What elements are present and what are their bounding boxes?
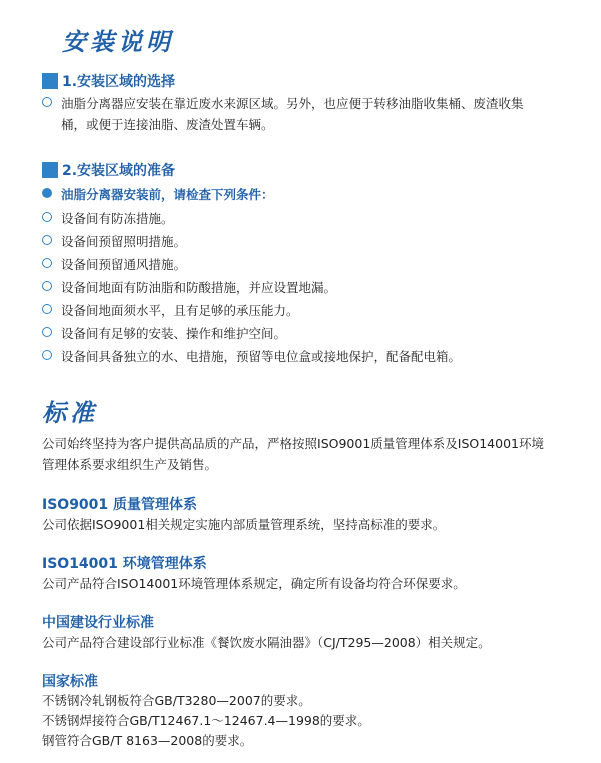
standards-intro-line1: 公司始终坚持为客户提供高品质的产品，严格按照ISO9001质量管理体系及ISO14001环境 xyxy=(42,436,544,451)
national-standard-title: 国家标准 xyxy=(42,674,98,690)
list-item: 设备间预留照明措施。 xyxy=(42,231,592,254)
filled-bullet-icon xyxy=(42,188,52,198)
section-2-header xyxy=(42,160,175,180)
section-1-item-line2: 桶，或便于连接油脂、废渣处置车辆。 xyxy=(61,117,274,132)
china-standard-text: 公司产品符合建设部行业标准《餐饮废水隔油器》（CJ/T295—2008）相关规定。 xyxy=(42,635,491,650)
national-standard-line: 不锈钢冷轧钢板符合GB/T3280—2007的要求。 xyxy=(42,693,311,708)
section-1-title: 1.安装区域的选择 xyxy=(62,74,176,90)
national-standard-line: 钢管符合GB/T 8163—2008的要求。 xyxy=(42,733,253,748)
standards-intro xyxy=(42,433,597,475)
list-item: 设备间地面有防油脂和防酸措施，并应设置地漏。 xyxy=(42,277,592,300)
china-standard-title: 中国建设行业标准 xyxy=(42,615,154,631)
national-standard-list xyxy=(42,691,370,751)
section-2-lead xyxy=(42,184,274,205)
section-2-title: 2.安装区域的准备 xyxy=(62,163,176,179)
circle-bullet-icon xyxy=(42,258,52,268)
circle-bullet-icon xyxy=(42,212,52,222)
install-title: 安装说明 xyxy=(62,28,174,56)
national-standard-line: 不锈钢焊接符合GB/T12467.1～12467.4—1998的要求。 xyxy=(42,713,370,728)
circle-bullet-icon xyxy=(42,350,52,360)
circle-bullet-icon xyxy=(42,304,52,314)
circle-bullet-icon xyxy=(42,327,52,337)
iso14001-text: 公司产品符合ISO14001环境管理体系规定，确定所有设备均符合环保要求。 xyxy=(42,576,466,591)
iso14001-title: ISO14001 环境管理体系 xyxy=(42,556,207,572)
section-square-icon xyxy=(42,162,58,178)
standards-intro-line2: 管理体系要求组织生产及销售。 xyxy=(42,457,218,472)
list-item: 设备间地面须水平，且有足够的承压能力。 xyxy=(42,300,592,323)
list-item: 设备间具备独立的水、电措施，预留等电位盒或接地保护，配备配电箱。 xyxy=(42,346,592,369)
section-1-item-line1: 油脂分离器应安装在靠近废水来源区域。另外，也应便于转移油脂收集桶、废渣收集 xyxy=(61,96,524,111)
section-square-icon xyxy=(42,73,58,89)
iso9001-title: ISO9001 质量管理体系 xyxy=(42,497,198,513)
section-1-header xyxy=(42,71,175,91)
circle-bullet-icon xyxy=(42,281,52,291)
circle-bullet-icon xyxy=(42,97,52,107)
section-1-item xyxy=(42,93,592,135)
list-item: 设备间有防冻措施。 xyxy=(42,208,592,231)
section-2-list xyxy=(42,208,592,369)
standards-title: 标准 xyxy=(42,399,98,427)
list-item: 设备间有足够的安装、操作和维护空间。 xyxy=(42,323,592,346)
list-item: 设备间预留通风措施。 xyxy=(42,254,592,277)
iso9001-text: 公司依据ISO9001相关规定实施内部质量管理系统，坚持高标准的要求。 xyxy=(42,517,446,532)
section-2-lead-text: 油脂分离器安装前，请检查下列条件： xyxy=(61,187,274,202)
circle-bullet-icon xyxy=(42,235,52,245)
